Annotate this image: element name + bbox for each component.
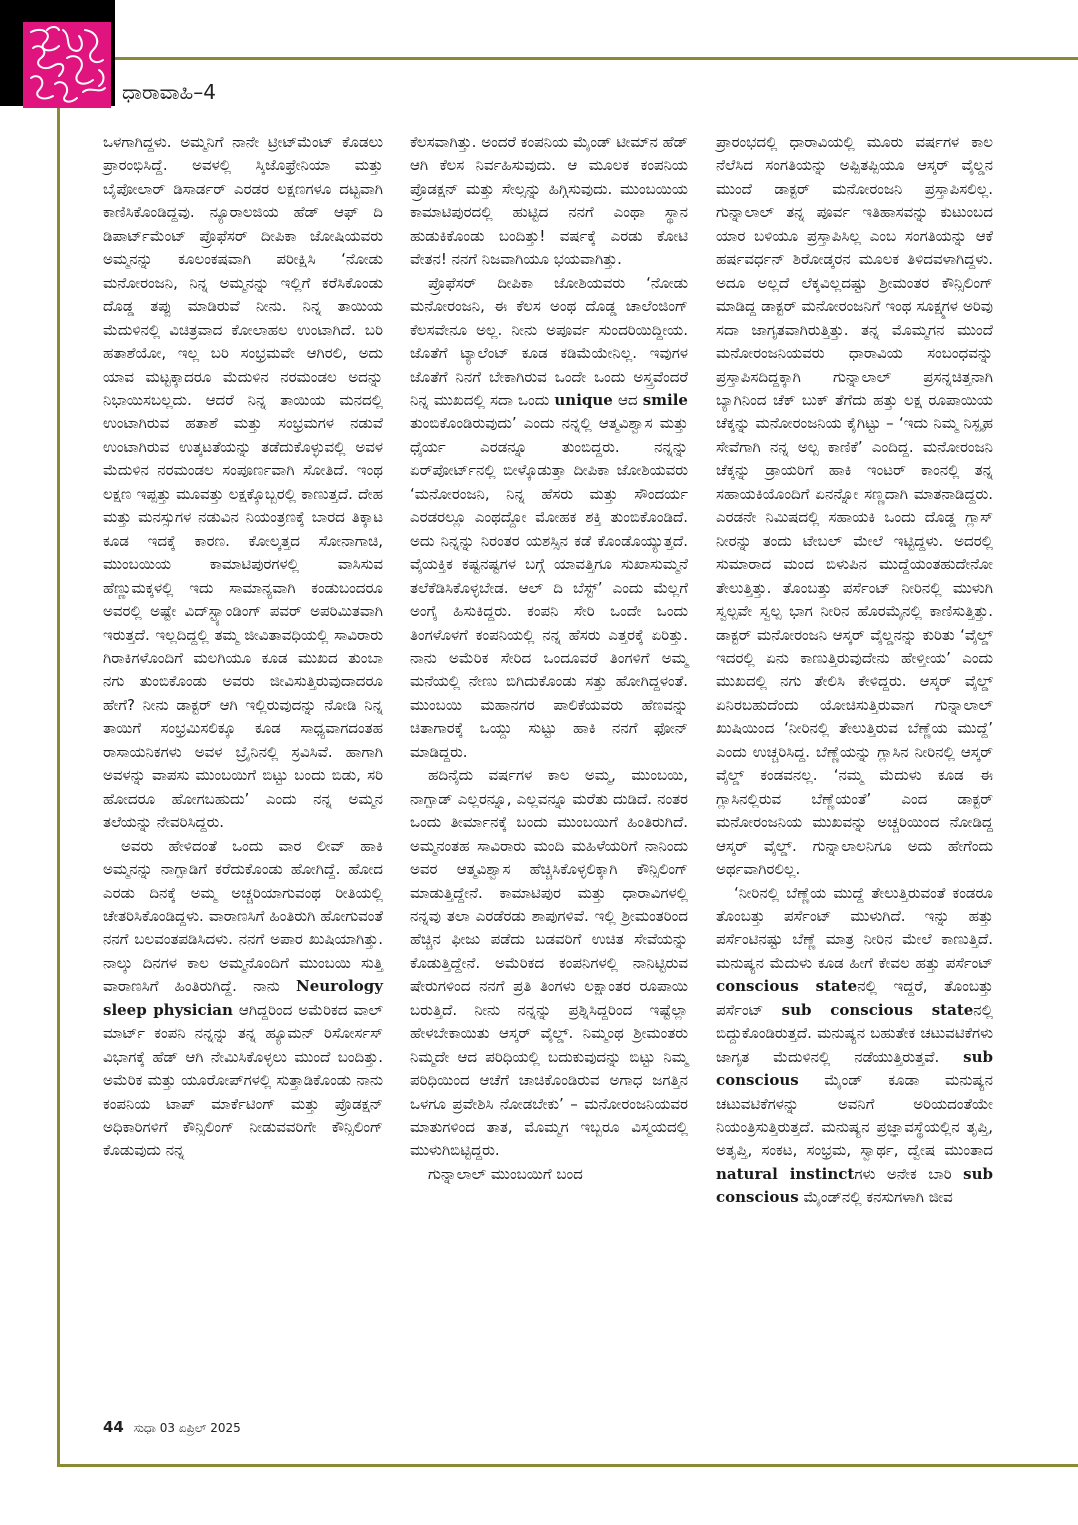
article-column-1 <box>103 131 383 1163</box>
paragraph-text: ಅವರು ಹೇಳಿದಂತೆ ಒಂದು ವಾರ ಲೀವ್ ಹಾಕಿ ಅಮ್ಮನನ್ನು ನಾಗ್ಪಾಡಿಗೆ ಕರೆದುಕೊಂಡು ಹೋಗಿದ್ದೆ. ಹೋದ ಎರಡು ದಿನಕ್ಕೆ ಅಮ್ಮ ಅಚ್ಚರಿಯಾಗುವಂಥ ರೀತಿಯಲ್ಲಿ ಚೇತರಿಸಿಕೊಂಡಿದ್ದಳು. ವಾರಾಣಸಿಗೆ ಹಿಂತಿರುಗಿ ಹೋಗುವಂತೆ ನನಗೆ ಬಲವಂತಪಡಿಸಿದಳು. ನನಗೆ ಅಪಾರ ಖುಷಿಯಾಗಿತ್ತು. ನಾಲ್ಕು ದಿನಗಳ ಕಾಲ ಅಮ್ಮನೊಂದಿಗೆ ಮುಂಬಯಿ ಸುತ್ತಿ ವಾರಾಣಸಿಗೆ ಹಿಂತಿರುಗಿದ್ದೆ. ನಾನು <box>103 836 383 996</box>
paragraph-text: ಗುನ್ನಾಲಾಲ್ ಮುಂಬಯಿಗೆ ಬಂದ <box>428 1164 583 1183</box>
publication-date: ಸುಧಾ 03 ಏಪ್ರಿಲ್ 2025 <box>133 1421 241 1435</box>
english-term: sub conscious <box>716 1047 993 1090</box>
article-paragraph <box>410 272 688 765</box>
article-column-2 <box>410 131 688 1186</box>
article-paragraph <box>716 882 993 1210</box>
paragraph-text: ಹದಿನೈದು ವರ್ಷಗಳ ಕಾಲ ಅಮ್ಮ, ಮುಂಬಯಿ, ನಾಗ್ಪಾಡ್ ಎಲ್ಲರನ್ನೂ, ಎಲ್ಲವನ್ನೂ ಮರೆತು ದುಡಿದೆ. ನಂತರ ಒಂದು ತೀರ್ಮಾನಕ್ಕೆ ಬಂದು ಮುಂಬಯಿಗೆ ಹಿಂತಿರುಗಿದೆ. ಅಮ್ಮನಂತಹ ಸಾವಿರಾರು ಮಂದಿ ಮಹಿಳೆಯರಿಗೆ ನಾನಿಂದು ಅವರ ಆತ್ಮವಿಶ್ವಾಸ ಹೆಚ್ಚಿಸಿಕೊಳ್ಳಲಿಕ್ಕಾಗಿ ಕೌನ್ಸಿಲಿಂಗ್ ಮಾಡುತ್ತಿದ್ದೇನೆ. ಕಾಮಾಟಿಪುರ ಮತ್ತು ಧಾರಾವಿಗಳಲ್ಲಿ ನನ್ನವು ತಲಾ ಎರಡೆರಡು ಶಾಪುಗಳಿವೆ. ಇಲ್ಲಿ ಶ್ರೀಮಂತರಿಂದ ಹೆಚ್ಚಿನ ಫೀಜು ಪಡೆದು ಬಡವರಿಗೆ ಉಚಿತ ಸೇವೆಯನ್ನು ಕೊಡುತ್ತಿದ್ದೇನೆ. ಅಮೆರಿಕದ ಕಂಪನಿಗಳಲ್ಲಿ ನಾನಿಟ್ಟಿರುವ ಷೇರುಗಳಿಂದ ನನಗೆ ಪ್ರತಿ ತಿಂಗಳು ಲಕ್ಷಾಂತರ ರೂಪಾಯಿ ಬರುತ್ತಿದೆ. ನೀನು ನನ್ನನ್ನು ಪ್ರಶ್ನಿಸಿದ್ದರಿಂದ ಇಷ್ಟೆಲ್ಲಾ ಹೇಳಬೇಕಾಯಿತು ಆಸ್ಕರ್ ವೈಲ್ಡ್. ನಿಮ್ಮಂಥ ಶ್ರೀಮಂತರು ನಿಮ್ಮದೇ ಆದ ಪರಿಧಿಯಲ್ಲಿ ಬದುಕುವುದನ್ನು ಬಿಟ್ಟು ನಿಮ್ಮ ಪರಿಧಿಯಿಂದ ಆಚೆಗೆ ಚಾಚಿಕೊಂಡಿರುವ ಅಗಾಧ ಜಗತ್ತಿನ ಒಳಗೂ ಪ್ರವೇಶಿಸಿ ನೋಡಬೇಕು’ – ಮನೋರಂಜನಿಯವರ ಮಾತುಗಳಿಂದ ತಾತ, ಮೊಮ್ಮಗ ಇಬ್ಬರೂ ವಿಸ್ಮಯದಲ್ಲಿ ಮುಳುಗಿಬಿಟ್ಟಿದ್ದರು. <box>410 766 688 1160</box>
page-footer <box>103 1418 241 1436</box>
article-paragraph <box>103 835 383 1163</box>
paragraph-text: ನಲ್ಲಿ ಬಿದ್ದುಕೊಂಡಿರುತ್ತದೆ. ಮನುಷ್ಯನ ಬಹುತೇಕ ಚಟುವಟಿಕೆಗಳು ಜಾಗೃತ ಮೆದುಳಿನಲ್ಲಿ ನಡೆಯುತ್ತಿರುತ್ತವೆ. <box>716 1000 993 1066</box>
paragraph-text: ಪ್ರಾರಂಭದಲ್ಲಿ ಧಾರಾವಿಯಲ್ಲಿ ಮೂರು ವರ್ಷಗಳ ಕಾಲ ನೆಲೆಸಿದ ಸಂಗತಿಯನ್ನು ಅಪ್ಪಿತಪ್ಪಿಯೂ ಆಸ್ಕರ್ ವೈಲ್ಡನ ಮುಂದೆ ಡಾಕ್ಟರ್ ಮನೋರಂಜನಿ ಪ್ರಸ್ತಾಪಿಸಲಿಲ್ಲ. ಗುನ್ನಾಲಾಲ್ ತನ್ನ ಪೂರ್ವ ಇತಿಹಾಸವನ್ನು ಕುಟುಂಬದ ಯಾರ ಬಳಿಯೂ ಪ್ರಸ್ತಾಪಿಸಿಲ್ಲ ಎಂಬ ಸಂಗತಿಯನ್ನು ಆಕೆ ಹರ್ಷವರ್ಧನ್ ಶಿರೋಡ್ಕರನ ಮೂಲಕ ತಿಳಿದವಳಾಗಿದ್ದಳು. ಅದೂ ಅಲ್ಲದೆ ಲೆಕ್ಕವಿಲ್ಲದಷ್ಟು ಶ್ರೀಮಂತರ ಕೌನ್ಸಿಲಿಂಗ್ ಮಾಡಿದ್ದ ಡಾಕ್ಟರ್ ಮನೋರಂಜನಿಗೆ ಇಂಥ ಸೂಕ್ಷ್ಮಗಳ ಅರಿವು ಸದಾ ಜಾಗೃತವಾಗಿರುತ್ತಿತ್ತು. ತನ್ನ ಮೊಮ್ಮಗನ ಮುಂದೆ ಮನೋರಂಜನಿಯವರು ಧಾರಾವಿಯ ಸಂಬಂಧವನ್ನು ಪ್ರಸ್ತಾಪಿಸದಿದ್ದಕ್ಕಾಗಿ ಗುನ್ನಾಲಾಲ್ ಪ್ರಸನ್ನಚಿತ್ತನಾಗಿ ಬ್ಯಾಗಿನಿಂದ ಚೆಕ್ ಬುಕ್ ತೆಗೆದು ಹತ್ತು ಲಕ್ಷ ರೂಪಾಯಿಯ ಚೆಕ್ಕನ್ನು ಮನೋರಂಜನಿಯ ಕೈಗಿಟ್ಟು – ‘ಇದು ನಿಮ್ಮ ನಿಸ್ಪೃಹ ಸೇವೆಗಾಗಿ ನನ್ನ ಅಲ್ಪ ಕಾಣಿಕೆ’ ಎಂದಿದ್ದ. ಮನೋರಂಜನಿ ಚೆಕ್ಕನ್ನು ಡ್ರಾಯರಿಗೆ ಹಾಕಿ ಇಂಟರ್ ಕಾಂನಲ್ಲಿ ತನ್ನ ಸಹಾಯಕಿಯೊಂದಿಗೆ ಏನನ್ನೋ ಸಣ್ಣದಾಗಿ ಮಾತನಾಡಿದ್ದರು. ಎರಡನೇ ನಿಮಿಷದಲ್ಲಿ ಸಹಾಯಕಿ ಒಂದು ದೊಡ್ಡ ಗ್ಲಾಸ್ ನೀರನ್ನು ತಂದು ಟೇಬಲ್ ಮೇಲೆ ಇಟ್ಟಿದ್ದಳು. ಅದರಲ್ಲಿ ಸುಮಾರಾದ ಮಂದ ಬಿಳುಪಿನ ಮುದ್ದೆಯಂತಹುದೇನೋ ತೇಲುತ್ತಿತ್ತು. ತೊಂಬತ್ತು ಪರ್ಸೆಂಟ್ ನೀರಿನಲ್ಲಿ ಮುಳುಗಿ ಸ್ವಲ್ಪವೇ ಸ್ವಲ್ಪ ಭಾಗ ನೀರಿನ ಹೊರಮೈನಲ್ಲಿ ಕಾಣಿಸುತ್ತಿತ್ತು. ಡಾಕ್ಟರ್ ಮನೋರಂಜನಿ ಆಸ್ಕರ್ ವೈಲ್ಡನನ್ನು ಕುರಿತು ‘ವೈಲ್ಡ್ ಇದರಲ್ಲಿ ಏನು ಕಾಣುತ್ತಿರುವುದೇನು ಹೇಳ್ತೀಯ’ ಎಂದು ಮುಖದಲ್ಲಿ ನಗು ತೇಲಿಸಿ ಕೇಳಿದ್ದರು. ಆಸ್ಕರ್ ವೈಲ್ಡ್ ಏನಿರಬಹುದೆಂದು ಯೋಚಿಸುತ್ತಿರುವಾಗ ಗುನ್ನಾಲಾಲ್ ಖುಷಿಯಿಂದ ‘ನೀರಿನಲ್ಲಿ ತೇಲುತ್ತಿರುವ ಬೆಣ್ಣೆಯ ಮುದ್ದೆ’ ಎಂದು ಉಚ್ಚರಿಸಿದ್ದ. ಬೆಣ್ಣೆಯನ್ನು ಗ್ಲಾಸಿನ ನೀರಿನಲ್ಲಿ ಆಸ್ಕರ್ ವೈಲ್ಡ್ ಕಂಡವನಲ್ಲ. ‘ನಮ್ಮ ಮೆದುಳು ಕೂಡ ಈ ಗ್ಲಾಸಿನಲ್ಲಿರುವ ಬೆಣ್ಣೆಯಂತೆ’ ಎಂದ ಡಾಕ್ಟರ್ ಮನೋರಂಜನಿಯ ಮುಖವನ್ನು ಅಚ್ಚರಿಯಿಂದ ನೋಡಿದ್ದ ಆಸ್ಕರ್ ವೈಲ್ಡ್. ಗುನ್ನಾಲಾಲನಿಗೂ ಅದು ಹೇಗೆಂದು ಅರ್ಥವಾಗಿರಲಿಲ್ಲ. <box>716 133 993 879</box>
paragraph-text: ಮೈಂಡ್‌ನಲ್ಲಿ ಕನಸುಗಳಾಗಿ ಜೀವ <box>798 1188 953 1207</box>
paragraph-text: ಒಳಗಾಗಿದ್ದಳು. ಅಮ್ಮನಿಗೆ ನಾನೇ ಟ್ರೀಟ್‌ಮೆಂಟ್ ಕೊಡಲು ಪ್ರಾರಂಭಿಸಿದ್ದೆ. ಅವಳಲ್ಲಿ ಸ್ಕಿಜೊಫ್ರೇನಿಯಾ ಮತ್ತು ಬೈಪೋಲಾರ್ ಡಿಸಾರ್ಡರ್ ಎರಡರ ಲಕ್ಷಣಗಳೂ ದಟ್ಟವಾಗಿ ಕಾಣಿಸಿಕೊಂಡಿದ್ದವು. ನ್ಯೂರಾಲಜಿಯ ಹೆಡ್ ಆಫ್ ದಿ ಡಿಪಾರ್ಟ್‌ಮೆಂಟ್ ಪ್ರೊಫೆಸರ್ ದೀಪಿಕಾ ಜೋಷಿಯವರು ಅಮ್ಮನನ್ನು ಕೂಲಂಕಷವಾಗಿ ಪರೀಕ್ಷಿಸಿ ‘ನೋಡು ಮನೋರಂಜನಿ, ನಿನ್ನ ಅಮ್ಮನನ್ನು ಇಲ್ಲಿಗೆ ಕರೆಸಿಕೊಂಡು ದೊಡ್ಡ ತಪ್ಪು ಮಾಡಿರುವೆ ನೀನು. ನಿನ್ನ ತಾಯಿಯ ಮೆದುಳಿನಲ್ಲಿ ವಿಚಿತ್ರವಾದ ಕೋಲಾಹಲ ಉಂಟಾಗಿದೆ. ಬರಿ ಹತಾಶೆಯೋ, ಇಲ್ಲ ಬರಿ ಸಂಭ್ರಮವೇ ಆಗಿರಲಿ, ಅದು ಯಾವ ಮಟ್ಟಕ್ಕಾದರೂ ಮೆದುಳಿನ ನರಮಂಡಲ ಅದನ್ನು ನಿಭಾಯಿಸಬಲ್ಲದು. ಆದರೆ ನಿನ್ನ ತಾಯಿಯ ಮನದಲ್ಲಿ ಉಂಟಾಗಿರುವ ಹತಾಶೆ ಮತ್ತು ಸಂಭ್ರಮಗಳ ನಡುವೆ ಉಂಟಾಗಿರುವ ಉತ್ಕಟತೆಯನ್ನು ತಡೆದುಕೊಳ್ಳುವಲ್ಲಿ ಅವಳ ಮೆದುಳಿನ ನರಮಂಡಲ ಸಂಪೂರ್ಣವಾಗಿ ಸೋತಿದೆ. ಇಂಥ ಲಕ್ಷಣ ಇಪ್ಪತ್ತು ಮೂವತ್ತು ಲಕ್ಷಕ್ಕೊಬ್ಬರಲ್ಲಿ ಕಾಣುತ್ತದೆ. ದೇಹ ಮತ್ತು ಮನಸ್ಸುಗಳ ನಡುವಿನ ನಿಯಂತ್ರಣಕ್ಕೆ ಬಾರದ ತಿಕ್ಕಾಟ ಕೂಡ ಇದಕ್ಕೆ ಕಾರಣ. ಕೋಲ್ಕತ್ತದ ಸೋನಾಗಾಚಿ, ಮುಂಬಯಿಯ ಕಾಮಾಟಿಪುರಗಳಲ್ಲಿ ವಾಸಿಸುವ ಹೆಣ್ಣುಮಕ್ಕಳಲ್ಲಿ ಇದು ಸಾಮಾನ್ಯವಾಗಿ ಕಂಡುಬಂದರೂ ಅವರಲ್ಲಿ ಅಷ್ಟೇ ವಿದ್‌ಸ್ಟ್ಯಾಂಡಿಂಗ್ ಪವರ್ ಅಪರಿಮಿತವಾಗಿ ಇರುತ್ತದೆ. ಇಲ್ಲದಿದ್ದಲ್ಲಿ ತಮ್ಮ ಜೀವಿತಾವಧಿಯಲ್ಲಿ ಸಾವಿರಾರು ಗಿರಾಕಿಗಳೊಂದಿಗೆ ಮಲಗಿಯೂ ಕೂಡ ಮುಖದ ತುಂಬಾ ನಗು ತುಂಬಿಕೊಂಡು ಅವರು ಜೀವಿಸುತ್ತಿರುವುದಾದರೂ ಹೇಗೆ? ನೀನು ಡಾಕ್ಟರ್ ಆಗಿ ಇಲ್ಲಿರುವುದನ್ನು ನೋಡಿ ನಿನ್ನ ತಾಯಿಗೆ ಸಂಭ್ರಮಿಸಲಿಕ್ಕೂ ಕೂಡ ಸಾಧ್ಯವಾಗದಂತಹ ರಾಸಾಯನಿಕಗಳು ಅವಳ ಬ್ರೈನಿನಲ್ಲಿ ಸ್ರವಿಸಿವೆ. ಹಾಗಾಗಿ ಅವಳನ್ನು ವಾಪಸು ಮುಂಬಯಿಗೆ ಬಿಟ್ಟು ಬಂದು ಬಿಡು, ಸರಿ ಹೋದರೂ ಹೋಗಬಹುದು’ ಎಂದು ನನ್ನ ಅಮ್ಮನ ತಲೆಯನ್ನು ನೇವರಿಸಿದ್ದರು. <box>103 133 383 832</box>
english-term: natural instinct <box>716 1164 855 1183</box>
article-paragraph <box>410 764 688 1163</box>
paragraph-text: ‘ನೀರಿನಲ್ಲಿ ಬೆಣ್ಣೆಯ ಮುದ್ದೆ ತೇಲುತ್ತಿರುವಂತೆ ಕಂಡರೂ ತೊಂಬತ್ತು ಪರ್ಸೆಂಟ್ ಮುಳುಗಿದೆ. ಇನ್ನು ಹತ್ತು ಪರ್ಸೆಂಟಿನಷ್ಟು ಬೆಣ್ಣೆ ಮಾತ್ರ ನೀರಿನ ಮೇಲೆ ಕಾಣುತ್ತಿದೆ. ಮನುಷ್ಯನ ಮೆದುಳು ಕೂಡ ಹೀಗೆ ಕೇವಲ ಹತ್ತು ಪರ್ಸೆಂಟ್ <box>716 883 993 972</box>
paragraph-text: ಪ್ರೊಫೆಸರ್ ದೀಪಿಕಾ ಜೋಶಿಯವರು ‘ನೋಡು ಮನೋರಂಜನಿ, ಈ ಕೆಲಸ ಅಂಥ ದೊಡ್ಡ ಚಾಲೆಂಜಿಂಗ್ ಕೆಲಸವೇನೂ ಅಲ್ಲ. ನೀನು ಅಪೂರ್ವ ಸುಂದರಿಯಿದ್ದೀಯ. ಜೊತೆಗೆ ಟ್ಯಾಲೆಂಟ್ ಕೂಡ ಕಡಿಮೆಯೇನಿಲ್ಲ. ಇವುಗಳ ಜೊತೆಗೆ ನಿನಗೆ ಬೇಕಾಗಿರುವ ಒಂದೇ ಒಂದು ಅಸ್ತ್ರವೆಂದರೆ ನಿನ್ನ ಮುಖದಲ್ಲಿ ಸದಾ ಒಂದು <box>410 273 688 409</box>
paragraph-text: ಮೈಂಡ್ ಕೂಡಾ ಮನುಷ್ಯನ ಚಟುವಟಿಕೆಗಳನ್ನು ಅವನಿಗೆ ಅರಿಯದಂತೆಯೇ ನಿಯಂತ್ರಿಸುತ್ತಿರುತ್ತದೆ. ಮನುಷ್ಯನ ಪ್ರಜ್ಞಾವಸ್ಥೆಯಲ್ಲಿನ ತೃಪ್ತಿ, ಅತೃಪ್ತಿ, ಸಂಕಟ, ಸಂಭ್ರಮ, ಸ್ವಾರ್ಥ, ದ್ವೇಷ ಮುಂತಾದ <box>716 1071 993 1160</box>
left-rule <box>57 108 60 1466</box>
english-term: Neurology sleep physician <box>103 977 383 1019</box>
paragraph-text: ಗಳು ಅನೇಕ ಬಾರಿ <box>854 1164 964 1183</box>
paragraph-text: ನಲ್ಲಿ ಇದ್ದರೆ, ತೊಂಬತ್ತು ಪರ್ಸೆಂಟ್ <box>716 977 993 1019</box>
english-term: sub conscious state <box>781 1000 974 1019</box>
paragraph-text: ಕೆಲಸವಾಗಿತ್ತು. ಅಂದರೆ ಕಂಪನಿಯ ಮೈಂಡ್ ಟೀಮ್‌ನ ಹೆಡ್ ಆಗಿ ಕೆಲಸ ನಿರ್ವಹಿಸುವುದು. ಆ ಮೂಲಕ ಕಂಪನಿಯ ಪ್ರೊಡಕ್ಷನ್ ಮತ್ತು ಸೇಲ್ಸನ್ನು ಹಿಗ್ಗಿಸುವುದು. ಮುಂಬಯಿಯ ಕಾಮಾಟಿಪುರದಲ್ಲಿ ಹುಟ್ಟಿದ ನನಗೆ ಎಂಥಾ ಸ್ಥಾನ ಹುಡುಕಿಕೊಂಡು ಬಂದಿತ್ತು! ವರ್ಷಕ್ಕೆ ಎರಡು ಕೋಟಿ ವೇತನ! ನನಗೆ ನಿಜವಾಗಿಯೂ ಭಯವಾಗಿತ್ತು. <box>410 133 688 269</box>
footer-rule <box>57 1464 1078 1467</box>
section-title: ಧಾರಾವಾಹಿ–4 <box>122 80 216 104</box>
section-logo <box>23 22 111 108</box>
english-term: sub conscious <box>716 1164 993 1207</box>
article-paragraph <box>410 1163 688 1186</box>
english-term: unique <box>554 390 613 409</box>
paragraph-text: ಆಗಿದ್ದರಿಂದ ಅಮೆರಿಕದ ವಾಲ್ ಮಾರ್ಟ್ ಕಂಪನಿ ನನ್ನನ್ನು ತನ್ನ ಹ್ಯೂಮನ್ ರಿಸೋರ್ಸಸ್ ವಿಭಾಗಕ್ಕೆ ಹೆಡ್ ಆಗಿ ನೇಮಿಸಿಕೊಳ್ಳಲು ಮುಂದೆ ಬಂದಿತ್ತು. ಅಮೆರಿಕ ಮತ್ತು ಯೂರೋಪ್‌ಗಳಲ್ಲಿ ಸುತ್ತಾಡಿಕೊಂಡು ನಾನು ಕಂಪನಿಯ ಟಾಪ್ ಮಾರ್ಕೆಟಿಂಗ್ ಮತ್ತು ಪ್ರೊಡಕ್ಷನ್ ಅಧಿಕಾರಿಗಳಿಗೆ ಕೌನ್ಸಿಲಿಂಗ್ ನೀಡುವವರಿಗೇ ಕೌನ್ಸಿಲಿಂಗ್ ಕೊಡುವುದು ನನ್ನ <box>103 1000 383 1160</box>
header-rule <box>115 57 1078 60</box>
page-number: 44 <box>103 1418 124 1436</box>
article-paragraph <box>103 131 383 835</box>
english-term: smile <box>642 390 688 409</box>
article-column-3 <box>716 131 993 1210</box>
paragraph-text: ಆದ <box>612 390 643 409</box>
english-term: conscious state <box>716 977 858 996</box>
article-paragraph <box>716 131 993 882</box>
article-paragraph <box>410 131 688 272</box>
paragraph-text: ತುಂಬಿಕೊಂಡಿರುವುದು’ ಎಂದು ನನ್ನಲ್ಲಿ ಆತ್ಮವಿಶ್ವಾಸ ಮತ್ತು ಧೈರ್ಯ ಎರಡನ್ನೂ ತುಂಬಿದ್ದರು. ನನ್ನನ್ನು ಏರ್‌ಪೋರ್ಟ್‌ನಲ್ಲಿ ಬೀಳ್ಕೊಡುತ್ತಾ ದೀಪಿಕಾ ಜೋಶಿಯವರು ‘ಮನೋರಂಜನಿ, ನಿನ್ನ ಹೆಸರು ಮತ್ತು ಸೌಂದರ್ಯ ಎರಡರಲ್ಲೂ ಎಂಥದ್ದೋ ಮೋಹಕ ಶಕ್ತಿ ತುಂಬಿಕೊಂಡಿದೆ. ಅದು ನಿನ್ನನ್ನು ನಿರಂತರ ಯಶಸ್ಸಿನ ಕಡೆ ಕೊಂಡೊಯ್ಯುತ್ತದೆ. ವೈಯಕ್ತಿಕ ಕಷ್ಟನಷ್ಟಗಳ ಬಗ್ಗೆ ಯಾವತ್ತಿಗೂ ಸುಖಾಸುಮ್ಮನೆ ತಲೆಕೆಡಿಸಿಕೊಳ್ಳಬೇಡ. ಆಲ್ ದಿ ಬೆಸ್ಟ್’ ಎಂದು ಮೆಲ್ಲಗೆ ಅಂಗೈ ಹಿಸುಕಿದ್ದರು. ಕಂಪನಿ ಸೇರಿ ಒಂದೇ ಒಂದು ತಿಂಗಳೊಳಗೆ ಕಂಪನಿಯಲ್ಲಿ ನನ್ನ ಹೆಸರು ಎತ್ತರಕ್ಕೆ ಏರಿತ್ತು. ನಾನು ಅಮೆರಿಕ ಸೇರಿದ ಒಂದೂವರೆ ತಿಂಗಳಿಗೆ ಅಮ್ಮ ಮನೆಯಲ್ಲಿ ನೇಣು ಬಿಗಿದುಕೊಂಡು ಸತ್ತು ಹೋಗಿದ್ದಳಂತೆ. ಮುಂಬಯಿ ಮಹಾನಗರ ಪಾಲಿಕೆಯವರು ಹೆಣವನ್ನು ಚಿತಾಗಾರಕ್ಕೆ ಒಯ್ದು ಸುಟ್ಟು ಹಾಕಿ ನನಗೆ ಫೋನ್ ಮಾಡಿದ್ದರು. <box>410 414 688 761</box>
